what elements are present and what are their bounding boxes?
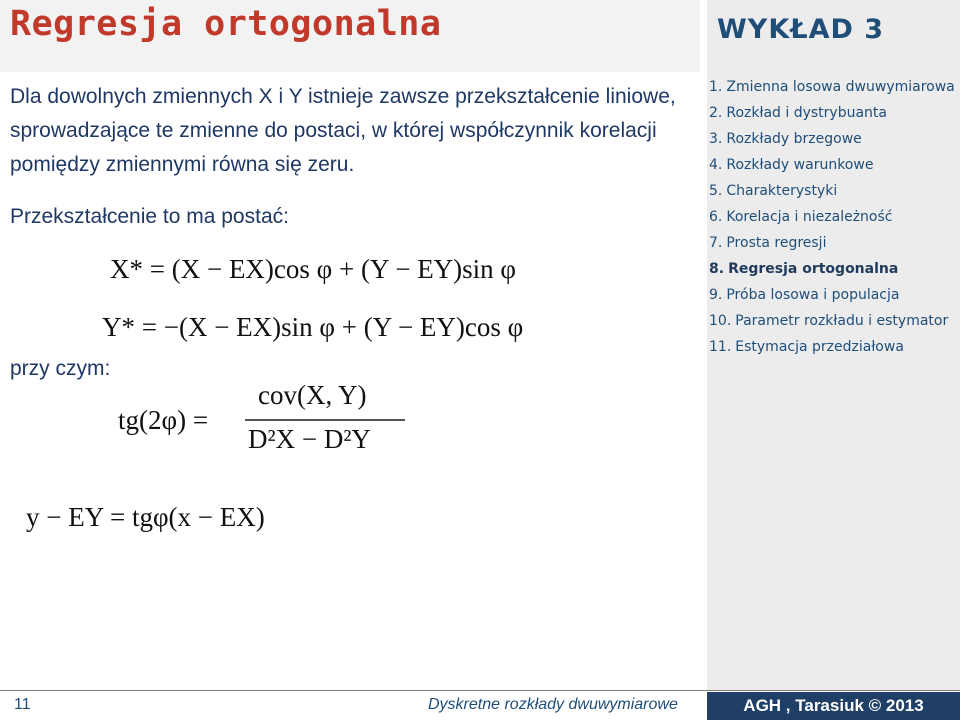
- outline-item-label: Rozkłady brzegowe: [726, 131, 862, 147]
- outline-item-number: 4.: [709, 157, 723, 173]
- fraction-bar: [245, 419, 405, 421]
- outline-item-number: 11.: [709, 339, 732, 355]
- lecture-label: WYKŁAD 3: [717, 14, 885, 45]
- formula-tg-numerator: cov(X, Y): [258, 380, 367, 410]
- outline-item: [709, 286, 957, 304]
- outline-item: [709, 312, 957, 330]
- title-bar: [0, 0, 700, 72]
- outline-item: [709, 182, 957, 200]
- outline-item-label: Próba losowa i populacja: [726, 287, 900, 303]
- outline-item-number: 10.: [709, 313, 732, 329]
- outline-list: [709, 78, 957, 364]
- formula-regression: y − EY = tgφ(x − EX): [26, 502, 265, 532]
- outline-item: [709, 104, 957, 122]
- outline-item-number: 7.: [709, 235, 723, 251]
- outline-item-label: Rozkłady warunkowe: [726, 157, 874, 173]
- page-number: 11: [14, 696, 31, 713]
- slide-title: Regresja ortogonalna: [10, 4, 442, 44]
- outline-item-number: 9.: [709, 287, 723, 303]
- outline-item: [709, 208, 957, 226]
- outline-item-label: Zmienna losowa dwuwymiarowa: [726, 79, 955, 95]
- where-label: przy czym:: [10, 357, 111, 380]
- outline-item: [709, 156, 957, 174]
- outline-item-number: 8.: [709, 261, 725, 277]
- formula-y-star: Y* = −(X − EX)sin φ + (Y − EY)cos φ: [102, 312, 524, 342]
- outline-item-label: Rozkład i dystrybuanta: [726, 105, 887, 121]
- outline-item: [709, 130, 957, 148]
- formula-tg-lhs: tg(2φ) =: [118, 405, 209, 435]
- outline-item-label: Korelacja i niezależność: [726, 209, 893, 225]
- outline-item: [709, 338, 957, 356]
- outline-item-label: Charakterystyki: [726, 183, 838, 199]
- transform-intro: Przekształcenie to ma postać:: [10, 205, 289, 228]
- outline-item-number: 5.: [709, 183, 723, 199]
- outline-item: [709, 234, 957, 252]
- formula-tg-denominator: D²X − D²Y: [248, 424, 371, 454]
- outline-item: [709, 78, 957, 96]
- outline-item: [709, 260, 957, 278]
- outline-item-label: Estymacja przedziałowa: [735, 339, 904, 355]
- author-badge: AGH , Tarasiuk © 2013: [707, 692, 960, 720]
- outline-item-label: Regresja ortogonalna: [728, 261, 899, 277]
- outline-item-label: Prosta regresji: [726, 235, 827, 251]
- outline-item-number: 3.: [709, 131, 723, 147]
- footer-divider: [0, 690, 960, 691]
- course-name: Dyskretne rozkłady dwuwymiarowe: [428, 696, 678, 713]
- outline-item-number: 6.: [709, 209, 723, 225]
- intro-paragraph: Dla dowolnych zmiennych X i Y istnieje zawsze przekształcenie liniowe, sprowadzające te zmienne do postaci, w której współczynnik korelacji pomiędzy zmiennymi równa się zeru.: [10, 85, 676, 176]
- outline-item-number: 2.: [709, 105, 723, 121]
- outline-item-label: Parametr rozkładu i estymator: [735, 313, 949, 329]
- formula-x-star: X* = (X − EX)cos φ + (Y − EY)sin φ: [110, 254, 517, 284]
- outline-item-number: 1.: [709, 79, 723, 95]
